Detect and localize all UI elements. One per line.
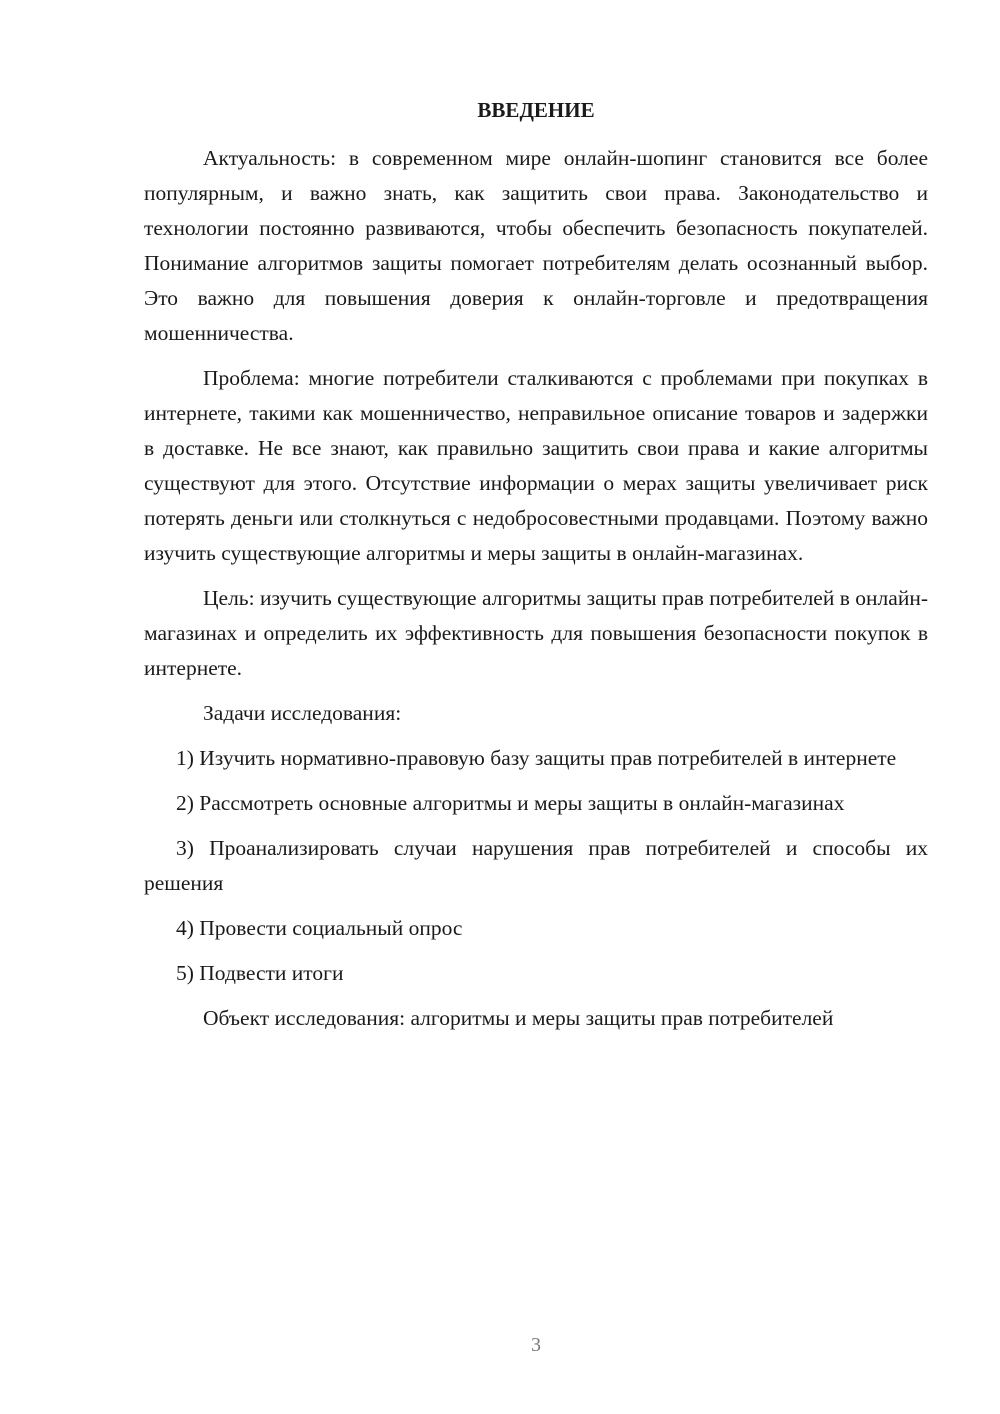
paragraph-problem: Проблема: многие потребители сталкиваются с проблемами при покупках в интернете, такими как мошенничество, неправильное описание товаров и задержки в доставке. Не все знают, как правильно защитить свои права и какие алгоритмы существуют для этого. Отсутствие информации о мерах защиты увеличивает риск потерять деньги или столкнуться с недобросовестными продавцами. Поэтому важно изучить существующие алгоритмы и меры защиты в онлайн-магазинах. (144, 366, 928, 565)
task-item-2: 2) Рассмотреть основные алгоритмы и меры защиты в онлайн-магазинах (176, 791, 845, 815)
task-item-5: 5) Подвести итоги (176, 961, 344, 985)
page-title: ВВЕДЕНИЕ (477, 98, 595, 122)
paragraph-relevance: Актуальность: в современном мире онлайн-шопинг становится все более популярным, и важно знать, как защитить свои права. Законодательство и технологии постоянно развиваются, чтобы обеспечить безопасность покупателей. Понимание алгоритмов защиты помогает потребителям делать осознанный выбор. Это важно для повышения доверия к онлайн-торговле и предотвращения мошенничества. (144, 146, 928, 345)
task-item-1: 1) Изучить нормативно-правовую базу защиты прав потребителей в интернете (176, 746, 897, 770)
paragraph-goal: Цель: изучить существующие алгоритмы защиты прав потребителей в онлайн-магазинах и определить их эффективность для повышения безопасности покупок в интернете. (144, 586, 928, 680)
tasks-heading: Задачи исследования: (203, 701, 402, 725)
document-page (144, 92, 928, 1046)
task-item-4: 4) Провести социальный опрос (176, 916, 463, 940)
page-number: 3 (531, 1334, 541, 1356)
paragraph-object: Объект исследования: алгоритмы и меры защиты прав потребителей (203, 1006, 834, 1030)
task-item-3: 3) Проанализировать случаи нарушения прав потребителей и способы их решения (144, 836, 928, 895)
